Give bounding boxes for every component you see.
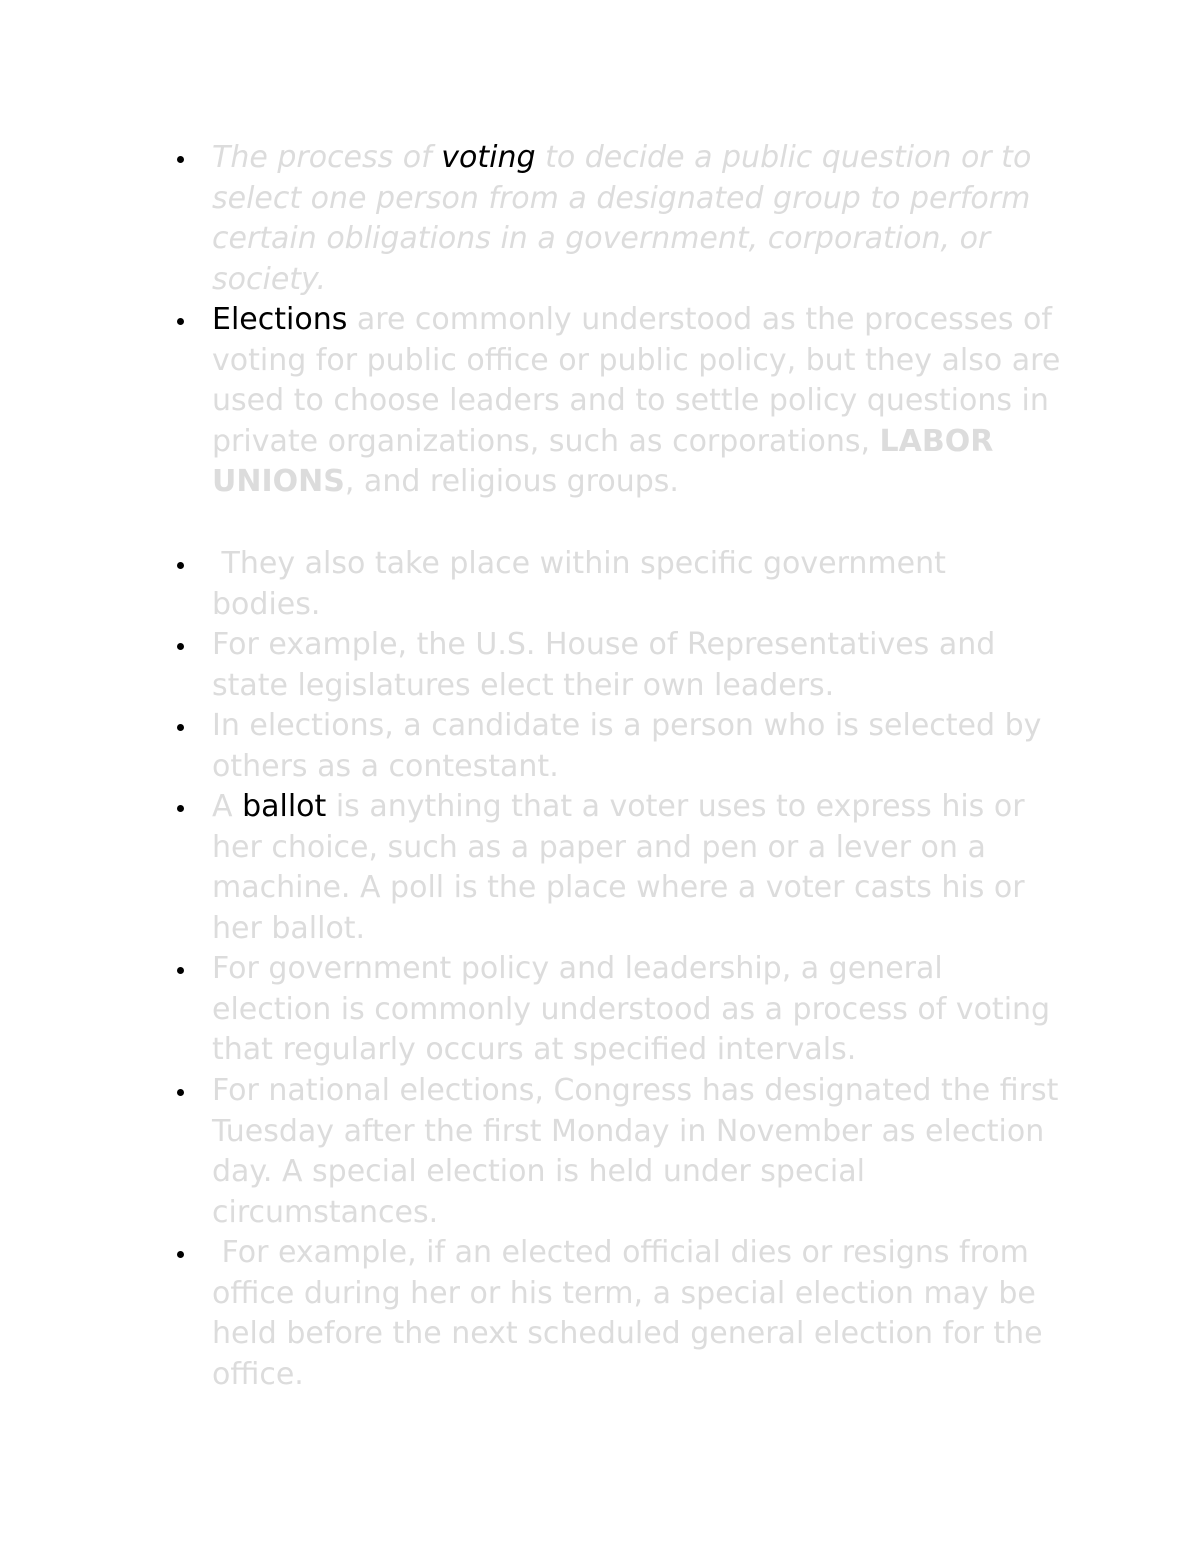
bullet-list bbox=[212, 138, 1062, 1395]
list-item bbox=[212, 544, 1062, 625]
labor-unions-text: LABOR UNIONS bbox=[212, 423, 994, 500]
list-item bbox=[212, 787, 1062, 949]
item-text: For example, if an elected official dies or resigns from office during her or his term, a special election may be held before the next scheduled general election for the office. bbox=[212, 1235, 1053, 1392]
item-text-pre: The process of bbox=[212, 140, 442, 175]
item-text-post: is anything that a voter uses to express his or her choice, such as a paper and pen or a lever on a machine. A poll is the place where a voter casts his or her ballot. bbox=[212, 789, 1025, 946]
bullet-dot-icon bbox=[177, 318, 184, 325]
item-text: For national elections, Congress has designated the first Tuesday after the first Monday in November as election day. A special election is held under special circumstances. bbox=[212, 1073, 1059, 1230]
keyword-ballot: ballot bbox=[242, 789, 327, 824]
item-text: For example, the U.S. House of Representatives and state legislatures elect their own leaders. bbox=[212, 627, 996, 703]
item-text: In elections, a candidate is a person who is selected by others as a contestant. bbox=[212, 708, 1042, 784]
list-item bbox=[212, 300, 1062, 544]
list-item bbox=[212, 1233, 1062, 1395]
item-text-post: are commonly understood as the processes of voting for public office or public policy, but they also are used to choose leaders and to settle policy questions in private organizations, such as corporations, bbox=[212, 302, 1061, 459]
bullet-dot-icon bbox=[177, 562, 184, 569]
list-item bbox=[212, 625, 1062, 706]
item-text-post2: , and religious groups. bbox=[344, 464, 679, 500]
bullet-dot-icon bbox=[177, 643, 184, 650]
item-text: They also take place within specific government bodies. bbox=[212, 546, 956, 622]
item-text-pre: A bbox=[212, 789, 243, 824]
keyword-voting: voting bbox=[441, 140, 536, 175]
bullet-dot-icon bbox=[177, 805, 184, 812]
bullet-dot-icon bbox=[177, 1089, 184, 1096]
list-item bbox=[212, 138, 1062, 300]
bullet-dot-icon bbox=[177, 1251, 184, 1258]
list-item bbox=[212, 1071, 1062, 1233]
bullet-dot-icon bbox=[177, 156, 184, 163]
list-item bbox=[212, 706, 1062, 787]
bullet-dot-icon bbox=[177, 724, 184, 731]
list-item bbox=[212, 949, 1062, 1071]
item-text-post: to decide a public question or to select one person from a designated group to perform certain obligations in a government, corporation, or society. bbox=[212, 140, 1032, 297]
bullet-dot-icon bbox=[177, 967, 184, 974]
item-text: For government policy and leadership, a general election is commonly understood as a process of voting that regularly occurs at specified intervals. bbox=[212, 951, 1051, 1068]
keyword-elections: Elections bbox=[212, 302, 348, 337]
